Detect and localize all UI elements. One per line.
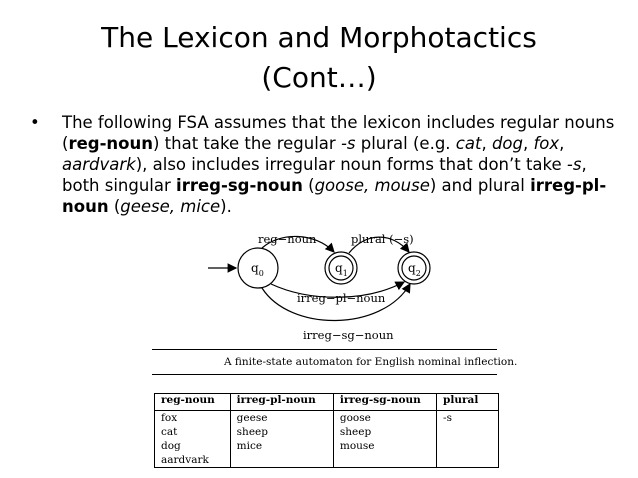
table-row	[155, 411, 499, 426]
bullet-segment: goose, mouse	[314, 176, 430, 195]
bullet-segment: ).	[220, 197, 232, 216]
fsa-caption: A finite-state automaton for English nominal inflection.	[224, 356, 518, 368]
bullet-segment: , both singular	[62, 155, 587, 195]
caption-rule-bottom	[152, 374, 497, 375]
bullet-segment: -s	[566, 155, 582, 174]
bullet-segment: (	[108, 197, 121, 216]
table-cell: geese	[230, 411, 333, 426]
bullet-segment: The following FSA assumes that the lexicon includes regular nouns (	[62, 113, 615, 153]
bullet-segment: dog	[491, 134, 523, 153]
table-header: irreg-pl-noun	[230, 394, 333, 411]
arc-label-plural: plural (−s)	[351, 232, 414, 246]
table-row	[155, 453, 499, 468]
table-cell: -s	[437, 411, 499, 426]
arc-label-irreg-pl-noun: irreg−pl−noun	[297, 291, 386, 305]
state-q2-label: $q_2$	[408, 261, 421, 278]
table-cell: aardvark	[155, 453, 231, 468]
lexicon-table	[154, 393, 499, 468]
table-row	[155, 425, 499, 439]
bullet-segment: geese, mice	[120, 197, 221, 216]
table-cell	[230, 453, 333, 468]
bullet-segment: ,	[481, 134, 492, 153]
bullet-segment: -s	[340, 134, 356, 153]
title-line-2: (Cont…)	[261, 61, 377, 94]
table-cell	[437, 453, 499, 468]
table-header: irreg-sg-noun	[333, 394, 436, 411]
table-cell	[333, 453, 436, 468]
table-header: plural	[437, 394, 499, 411]
table-cell: sheep	[230, 425, 333, 439]
bullet-segment: irreg-pl-noun	[62, 176, 607, 216]
bullet-segment: ), also includes irregular noun forms that don’t take	[135, 155, 567, 174]
bullet-segment: ) and plural	[429, 176, 531, 195]
bullet-segment: plural (e.g.	[355, 134, 456, 153]
state-q0-label: $q_0$	[251, 261, 264, 278]
bullet-segment: aardvark	[62, 155, 136, 174]
table-header: reg-noun	[155, 394, 231, 411]
bullet-segment: ,	[559, 134, 565, 153]
bullet-segment: ) that take the regular	[153, 134, 341, 153]
bullet-segment: (	[302, 176, 315, 195]
title-line-1: The Lexicon and Morphotactics	[101, 21, 537, 54]
table-cell: cat	[155, 425, 231, 439]
table-cell: sheep	[333, 425, 436, 439]
table-cell	[437, 425, 499, 439]
table-header-row	[155, 394, 499, 411]
table-cell: mouse	[333, 439, 436, 453]
state-q1-label: $q_1$	[335, 261, 348, 278]
bullet-marker: •	[30, 113, 40, 132]
table-cell: goose	[333, 411, 436, 426]
bullet-segment: fox	[533, 134, 560, 153]
table-row	[155, 439, 499, 453]
bullet-segment: irreg-sg-noun	[176, 176, 303, 195]
bullet-segment: cat	[455, 134, 482, 153]
table-cell: mice	[230, 439, 333, 453]
table-cell: dog	[155, 439, 231, 453]
bullet-segment: ,	[522, 134, 534, 153]
bullet-segment: reg-noun	[68, 134, 153, 153]
caption-rule-top	[152, 349, 497, 350]
table-cell	[437, 439, 499, 453]
arc-label-irreg-sg-noun: irreg−sg−noun	[303, 328, 394, 342]
arc-label-reg-noun: reg−noun	[258, 232, 317, 246]
table-cell: fox	[155, 411, 231, 426]
